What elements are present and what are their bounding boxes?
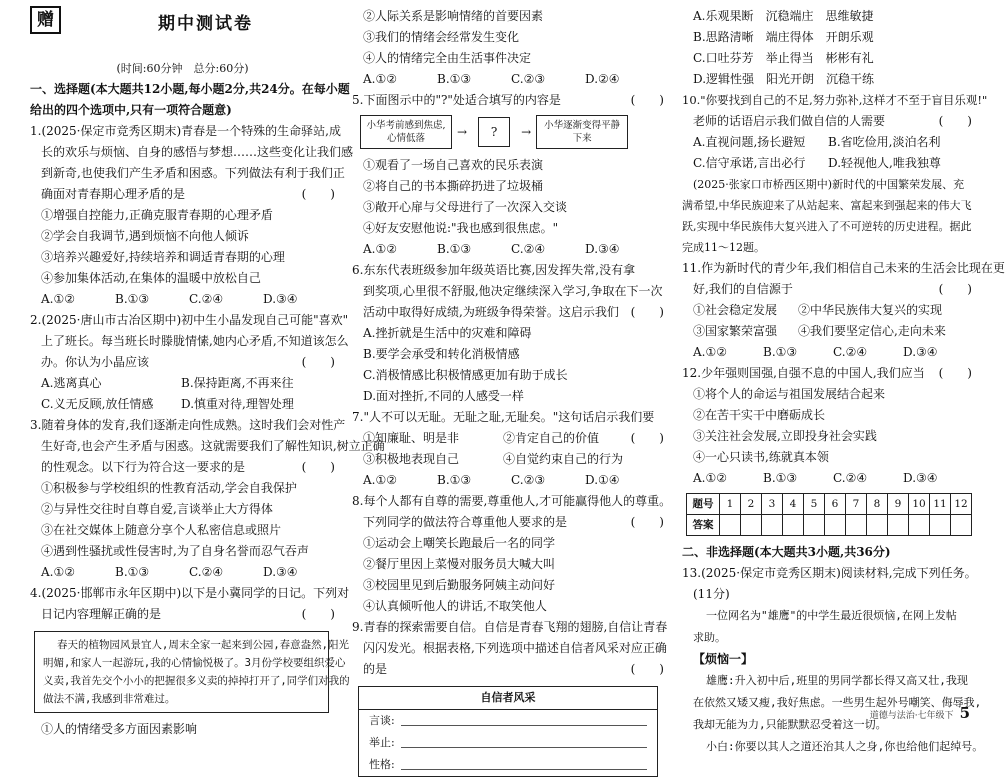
flow-diagram xyxy=(360,115,664,149)
flow-question-box: ? xyxy=(478,117,510,147)
answer-cell[interactable] xyxy=(804,515,825,536)
header xyxy=(30,6,335,58)
question-10: 10."你要找到自己的不足,努力弥补,这样才不至于盲目乐观!" 老师的话语启示我们做自信的人需要 ( ) A.直视问题,扬长避短 B.省吃俭用,淡泊名利 C.信守承诺,言出必行 D.轻视他人,唯我独尊 xyxy=(682,93,988,170)
page-footer: 道德与法治·七年级下 5 xyxy=(869,704,970,722)
column-left xyxy=(30,6,385,740)
question-11: 11.作为新时代的青少年,我们相信自己未来的生活会比现在更 好,我们的自信源于 ( ) ①社会稳定发展 ②中华民族伟大复兴的实现 ③国家繁荣富强 ④我们要坚定信心,走向未来 A.①② B.①③ C.②④ D.③④ xyxy=(682,261,1005,359)
table-row: 言谈: xyxy=(359,710,657,732)
answer-cell[interactable] xyxy=(783,515,804,536)
question-1: 1.(2025·保定市竞秀区期末)青春是一个特殊的生命驿站,成 长的欢乐与烦恼、自身的感悟与梦想……这些变化让我们感 到新奇,也使我们产生矛盾和困惑。下列做法有利于我们正 确面对青春期心理矛盾的是 ( ) ①增强自控能力,正确克服青春期的心理矛盾 ②学会自我调节,遇到烦恼不向他人倾诉 ③培养兴趣爱好,持续培养和调适青春期的心理 ④参加集体活动,在集体的温暖中放松自己 A.①② B.①③ C.②④ D.③④ xyxy=(30,124,354,306)
answer-cell[interactable] xyxy=(909,515,930,536)
answer-cell[interactable] xyxy=(720,515,741,536)
question-2: 2.(2025·唐山市古冶区期中)初中生小晶发现自己可能"喜欢" 上了班长。每当班长时滕胧情愫,她内心矛盾,不知道该怎么 办。你认为小晶应该 ( ) A.逃离真心 B.保持距离,不再来往 C.义无反顾,放任情感 D.慎重对待,理智处理 xyxy=(30,313,349,411)
answer-cell[interactable] xyxy=(951,515,972,536)
answer-cell[interactable] xyxy=(846,515,867,536)
arrow-icon: → xyxy=(457,124,468,139)
question-5: 5.下面图示中的"?"处适合填写的内容是 ( ) 小华考前感到焦虑,心情低落 → ? → 小华逐渐变得平静下来 ①观看了一场自己喜欢的民乐表演 ②将自己的书本撕碎扔进了垃圾桶 ③敞开心扉与父母进行了一次深入交谈 ④好友安慰他说:"我也感到很焦虑。" A.①② B.①③ C.②④ D.③④ xyxy=(352,93,664,256)
question-12: 12.少年强则国强,自强不息的中国人,我们应当 ( ) ①将个人的命运与祖国发展结合起来 ②在苦干实干中磨砺成长 ③关注社会发展,立即投身社会实践 ④一心只读书,练就真本领 A.①② B.①③ C.②④ D.③④ xyxy=(682,366,972,485)
question-7: 7."人不可以无耻。无耻之耻,无耻矣。"这句话启示我们要 ①知廉耻、明是非 ②肯定自己的价值 ( ) ③积极地表现自己 ④自觉约束自己的行为 A.①② B.①③ C.②③ D.①④ xyxy=(352,410,664,487)
section-2-heading: 二、非选择题(本大题共3小题,共36分) xyxy=(682,545,891,559)
table-row: 举止: xyxy=(359,732,657,754)
page-number: 5 xyxy=(959,704,970,722)
question-8: 8.每个人都有自尊的需要,尊重他人,才可能赢得他人的尊重。 下列同学的做法符合尊重他人要求的是 ( ) ①运动会上嘲笑长跑最后一名的同学 ②餐厅里因上菜慢对服务员大喊大叫 ③校园里见到后勤服务阿姨主动问好 ④认真倾听他人的讲话,不取笑他人 xyxy=(352,494,672,613)
diary-box: 春天的植物园风景宜人,周末全家一起来到公园,春意盎然,阳光 明媚,和家人一起游玩,我的心情愉悦极了。3月份学校要组织爱心 义卖,我首先交个小小的把握很多义卖的掉掉打开了,同学们对我的 做法不满,我感到非常难过。 xyxy=(34,631,329,713)
gift-stamp: 赠 xyxy=(30,6,61,34)
confidence-table xyxy=(358,686,658,777)
answer-cell[interactable] xyxy=(741,515,762,536)
section-1-heading: 一、选择题(本大题共12小题,每小题2分,共24分。在每小题 xyxy=(30,82,350,96)
table-header: 自信者风采 xyxy=(359,687,657,710)
answer-grid xyxy=(686,493,972,536)
answer-cell[interactable] xyxy=(867,515,888,536)
question-3: 3.随着身体的发育,我们逐渐走向性成熟。这时我们会对性产 生好奇,也会产生矛盾与困惑。这就需要我们了解性知识,树立正确 的性观念。以下行为符合这一要求的是 ( ) ①积极参与学校组织的性教育活动,学会自我保护 ②与异性交往时自尊自爱,言谈举止大方得体 ③在社交媒体上随意分享个人私密信息或照片 ④遇到性骚扰或性侵害时,为了自身名誉而忍气吞声 A.①② B.①③ C.②④ D.③④ xyxy=(30,418,385,579)
answer-cell[interactable] xyxy=(888,515,909,536)
answer-cell[interactable] xyxy=(762,515,783,536)
trouble-tag: 【烦恼一】 xyxy=(693,652,754,666)
flow-start-box: 小华考前感到焦虑,心情低落 xyxy=(360,115,452,149)
column-right: A.乐观果断 沉稳端庄 思维敏捷 B.思路清晰 端庄得体 开朗乐观 C.口吐芬芳 举止得当 彬彬有礼 D.逻辑性强 阳光开朗 沉稳干练 10."你要找到自己的不足,努力弥补,这样才不至于盲目乐观!" 老师的话语启示我们做自信的人需要 ( ) A.直视问题,扬长避短 B.省吃俭用,淡泊名利 C.信守承诺,言出必行 D.轻视他人,唯我独尊 (2025·张家口市桥西区期中)新时代的中国繁荣发展、充 满希望,中华民族迎来了从站起来、富起来到强起来的伟大飞 跃,实现中华民族伟大复兴进入了不可逆转的历史进程。据此 完成11～12题。 11.作为新时代的青少年,我们相信自己未来的生活会比现在更 好,我们的自信源于 ( ) ①社会稳定发展 ②中华民族伟大复兴的实现 ③国家繁荣富强 ④我们要坚定信心,走向未来 A.①② B.①③ C.②④ D.③④ 12.少年强则国强,自强不息的中国人,我们应当 ( ) ①将个人的命运与祖国发展结合起来 ②在苦干实干中磨砺成长 ③关注社会发展,立即投身社会实践 ④一心只读书,练就真本领 A.①② B.①③ C.②④ D.③④ 题号 1 2 3 4 5 6 7 8 9 10 11 12 答案 二、非选择题(本大题共3小题,共36分) 13.(2025·保定市竞秀区期末)阅读材料,完成下列任务。 (11分) 一位网名为"雄鹰"的中学生最近很烦恼,在网上发帖 求助。 【烦恼一】 雄鹰:升入初中后,班里的男同学都长得又高又壮,我现 在依然又矮又瘦,我好焦虑。一些男生起外号嘲笑、侮辱我, 我却无能为力,只能默默忍受着这一切。 小白:你要以其人之道还治其人之身,你也给他们起绰号。 xyxy=(682,6,972,758)
page-title: 期中测试卷 xyxy=(158,14,253,34)
question-6: 6.东东代表班级参加年级英语比赛,因发挥失常,没有拿 到奖项,心里很不舒服,他决定继续深入学习,争取在下一次 活动中取得好成绩,为班级争得荣誉。这启示我们 ( ) A.挫折就是生活中的灾难和障碍 B.要学会承受和转化消极情感 C.消极情感比积极情感更加有助于成长 D.面对挫折,不同的人感受一样 xyxy=(352,263,664,403)
question-9: 9.青春的探索需要自信。自信是青春飞翔的翅膀,自信让青春 闪闪发光。根据表格,下列选项中描述自信者风采对应正确 的是 ( ) 自信者风采 言谈: 举止: 性格: xyxy=(352,617,664,777)
intro-passage: (2025·张家口市桥西区期中)新时代的中国繁荣发展、充 满希望,中华民族迎来了从站起来、富起来到强起来的伟大飞 跃,实现中华民族伟大复兴进入了不可逆转的历史进程。据此 完成11～12题。 xyxy=(682,178,972,254)
answer-cell[interactable] xyxy=(930,515,951,536)
table-row: 性格: xyxy=(359,754,657,776)
time-info: (时间:60分钟 总分:60分) xyxy=(116,62,249,75)
question-4: 4.(2025·邯郸市永年区期中)以下是小冀同学的日记。下列对 日记内容理解正确的是 ( ) 春天的植物园风景宜人,周末全家一起来到公园,春意盎然,阳光 明媚,和家人一起游玩,我的心情愉悦极了。3月份学校要组织爱心 义卖,我首先交个小小的把握很多义卖的掉掉打开了,同学们对我的 做法不满,我感到非常难过。 ①人的情绪受多方面因素影响 xyxy=(30,586,350,736)
column-middle: ②人际关系是影响情绪的首要因素 ③我们的情绪会经常发生变化 ④人的情绪完全由生活事件决定 A.①② B.①③ C.②③ D.②④ 5.下面图示中的"?"处适合填写的内容是 ( ) 小华考前感到焦虑,心情低落 → ? → 小华逐渐变得平静下来 ①观看了一场自己喜欢的民乐表演 ②将自己的书本撕碎扔进了垃圾桶 ③敞开心扉与父母进行了一次深入交谈 ④好友安慰他说:"我也感到很焦虑。" A.①② B.①③ C.②④ D.③④ 6.东东代表班级参加年级英语比赛,因发挥失常,没有拿 到奖项,心里很不舒服,他决定继续深入学习,争取在下一次 活动中取得好成绩,为班级争得荣誉。这启示我们 ( ) A.挫折就是生活中的灾难和障碍 B.要学会承受和转化消极情感 C.消极情感比积极情感更加有助于成长 D.面对挫折,不同的人感受一样 7."人不可以无耻。无耻之耻,无耻矣。"这句话启示我们要 ①知廉耻、明是非 ②肯定自己的价值 ( ) ③积极地表现自己 ④自觉约束自己的行为 A.①② B.①③ C.②③ D.①④ 8.每个人都有自尊的需要,尊重他人,才可能赢得他人的尊重。 下列同学的做法符合尊重他人要求的是 ( ) ①运动会上嘲笑长跑最后一名的同学 ②餐厅里因上菜慢对服务员大喊大叫 ③校园里见到后勤服务阿姨主动问好 ④认真倾听他人的讲话,不取笑他人 9.青春的探索需要自信。自信是青春飞翔的翅膀,自信让青春 闪闪发光。根据表格,下列选项中描述自信者风采对应正确 的是 ( ) 自信者风采 言谈: 举止: 性格: xyxy=(352,6,664,783)
flow-end-box: 小华逐渐变得平静下来 xyxy=(536,115,628,149)
answer-grid-answer-row: 答案 xyxy=(687,515,972,536)
answer-cell[interactable] xyxy=(825,515,846,536)
answer-grid-number-row: 题号 1 2 3 4 5 6 7 8 9 10 11 12 xyxy=(687,494,972,515)
section-1-heading-cont: 给出的四个选项中,只有一项符合题意) xyxy=(30,103,232,117)
arrow-icon: → xyxy=(521,124,532,139)
question-13: 13.(2025·保定市竞秀区期末)阅读材料,完成下列任务。 (11分) 一位网名为"雄鹰"的中学生最近很烦恼,在网上发帖 求助。 【烦恼一】 雄鹰:升入初中后,班里的男同学都长得又高又壮,我现 在依然又矮又瘦,我好焦虑。一些男生起外号嘲笑、侮辱我, 我却无能为力,只能默默忍受着这一切。 小白:你要以其人之道还治其人之身,你也给他们起绰号。 xyxy=(682,566,984,753)
